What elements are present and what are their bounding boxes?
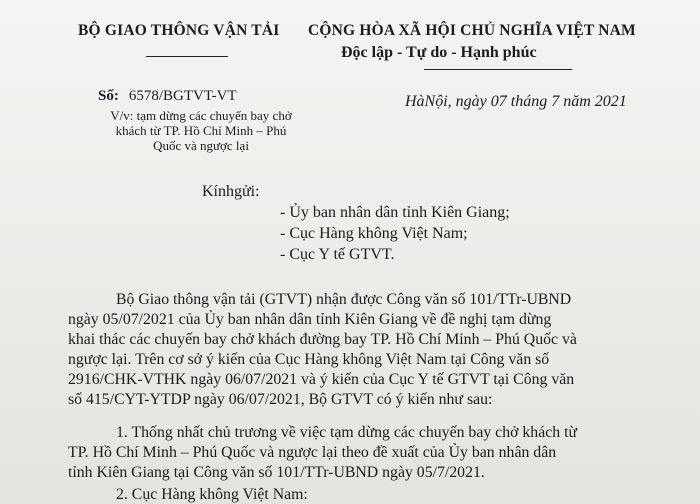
place-and-date: HàNội, ngày 07 tháng 7 năm 2021	[405, 93, 627, 110]
addressee-item: - Ủy ban nhân dân tỉnh Kiên Giang;	[280, 204, 510, 221]
body-line: 2916/CHK-VTHK ngày 06/07/2021 và ý kiến của Cục Y tế GTVT tại Công văn	[68, 371, 575, 388]
addressee-item: - Cục Hàng không Việt Nam;	[280, 225, 468, 242]
document-number-label: Số:	[98, 88, 119, 104]
body-line: khai thác các chuyến bay chở khách đường bay TP. Hồ Chí Minh – Phú Quốc và	[68, 331, 577, 348]
body-line: 2. Cục Hàng không Việt Nam:	[116, 486, 308, 503]
country-name: CỘNG HÒA XÃ HỘI CHỦ NGHĨA VIỆT NAM	[308, 22, 636, 39]
agency-underline	[146, 56, 228, 57]
subject-line: khách từ TP. Hồ Chí Minh – Phú	[115, 123, 287, 138]
document-number	[98, 88, 237, 105]
body-line: 1. Thống nhất chủ trương về việc tạm dừng các chuyến bay chở khách từ	[116, 424, 578, 441]
subject-line: V/v: tạm dừng các chuyến bay chở	[110, 108, 292, 123]
addressee-item: - Cục Y tế GTVT.	[280, 246, 395, 263]
body-line: tỉnh Kiên Giang tại Công văn số 101/TTr-UBND ngày 05/7/2021.	[68, 464, 485, 481]
issuing-agency: BỘ GIAO THÔNG VẬN TẢI	[78, 22, 280, 39]
body-line: số 415/CYT-YTDP ngày 06/07/2021, Bộ GTVT có ý kiến như sau:	[68, 391, 493, 408]
body-line: ngược lại. Trên cơ sở ý kiến của Cục Hàng không Việt Nam tại Công văn số	[68, 351, 550, 368]
document-number-value: 6578	[128, 88, 159, 104]
document-subject	[96, 108, 306, 153]
document-number-suffix: /BGTVT-VT	[158, 88, 237, 104]
national-motto: Độc lập - Tự do - Hạnh phúc	[341, 44, 537, 61]
body-line: Bộ Giao thông vận tải (GTVT) nhận được Công văn số 101/TTr-UBND	[116, 291, 572, 308]
body-line: ngày 05/07/2021 của Ủy ban nhân dân tỉnh Kiên Giang về đề nghị tạm dừng	[68, 311, 552, 328]
body-line: TP. Hồ Chí Minh – Phú Quốc và ngược lại theo đề xuất của Ủy ban nhân dân	[68, 444, 557, 461]
subject-line: Quốc và ngược lại	[153, 138, 249, 153]
motto-underline	[424, 69, 572, 70]
addressee-label: Kínhgửi:	[202, 183, 260, 200]
